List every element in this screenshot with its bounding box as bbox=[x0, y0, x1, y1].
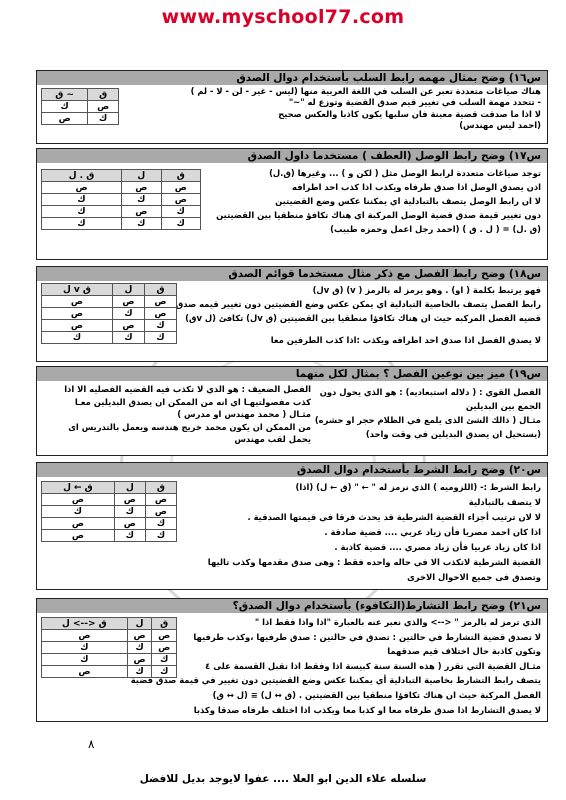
question-21-title: س٢١) وضح رابط التشارط(التكافوء) بأستخدام دوال الصدق؟ bbox=[37, 599, 547, 613]
table-cell: ص bbox=[114, 518, 145, 530]
table-cell: ص bbox=[42, 113, 88, 125]
text-line: كذب مفصولتيهـا اي انه من الممكن ان يصدق البديلين معـا bbox=[74, 396, 311, 407]
table-cell: ص bbox=[42, 320, 113, 332]
table-row bbox=[42, 506, 177, 518]
table-cell: ص bbox=[145, 494, 176, 506]
text-line: (ق .ل) = ( ل . ق ) (احمد رجل اعمل وحمزه طبيب) bbox=[330, 224, 541, 234]
table-cell: ص bbox=[42, 518, 115, 530]
text-line: ﻻ يصدق الفصل اذا صدق احد اطرافه ويكذب :اذا كذب الطرفين معا bbox=[270, 335, 541, 345]
question-18-text bbox=[175, 283, 541, 347]
text-line: ﻻ يتصف بالتبادلية bbox=[468, 497, 541, 507]
table-row bbox=[42, 494, 177, 506]
text-line: رابط الشرط :- (اللزوميه ) الذي نرمز له " ← " (ق ← ل) (اذا) bbox=[295, 482, 541, 492]
question-16-box bbox=[36, 70, 548, 144]
table-cell: ص bbox=[42, 494, 115, 506]
table-row bbox=[42, 206, 201, 218]
text-line: ﻻ تصدق قضية التشارط في حالتين : تصدق في حالتين : صدق طرفيها ،وكذب طرفيها bbox=[193, 631, 541, 642]
text-line: توجد صياغات متعددة لرابط الوصل مثل ( لكن و ) ... وغيرها (ق.ل) bbox=[269, 168, 541, 178]
question-19-box bbox=[36, 366, 548, 456]
table-cell: ص bbox=[144, 308, 176, 320]
table-cell: ق . ل bbox=[42, 170, 122, 182]
table-cell: ك bbox=[127, 666, 152, 678]
table-cell: ص bbox=[42, 530, 115, 542]
table-cell: ك bbox=[114, 506, 145, 518]
table-cell: ل bbox=[112, 284, 144, 296]
text-line: ﻻ اذا ما صدقت قضية معينة فان سلبها يكون كاذبا والعكس صحيح bbox=[278, 108, 541, 119]
text-line: اذا كان زياد عربيا فأن زياد مصري .... قضية كاذبة . bbox=[334, 542, 541, 552]
table-cell: ص bbox=[112, 296, 144, 308]
table-cell: ك bbox=[42, 101, 88, 113]
table-cell: ل bbox=[127, 618, 152, 630]
table-cell: ك bbox=[42, 332, 113, 344]
text-line: دون تغيير قيمة صدق قضية الوصل المركبة اي هناك تكافؤ منطقيا بين القضيتين bbox=[216, 210, 541, 220]
text-line: مثـال ( ذالك الشئ الذى يلمع في الظلام حجر او حشره) bbox=[314, 415, 541, 425]
table-cell: ك bbox=[152, 666, 177, 678]
page-number: ٨ bbox=[88, 737, 95, 751]
table-cell: ك bbox=[122, 218, 162, 230]
table-cell: ك bbox=[112, 308, 144, 320]
table-row bbox=[42, 654, 177, 666]
question-17-text bbox=[211, 166, 541, 236]
table-cell: ص bbox=[127, 630, 152, 642]
text-line: وتصدق فى جميع الاحوال الاخرى bbox=[407, 572, 541, 582]
text-line: الفصل الضعيف : هو الذي لا تكذب فيه القضيه الفصليه الا اذا bbox=[64, 384, 311, 394]
table-cell: ص bbox=[42, 296, 113, 308]
truth-table-biconditional bbox=[41, 617, 177, 678]
text-line: من الممكن ان يكون محمد خريج هندسه ويعمل بالتدريس اى bbox=[68, 421, 311, 432]
table-cell: ق bbox=[161, 170, 201, 182]
text-line: (يستحيل ان يصدق البديلين في وقت واحد) bbox=[365, 429, 541, 439]
table-cell: ك bbox=[161, 218, 201, 230]
table-header: ق bbox=[88, 89, 119, 101]
table-cell: ق <--> ل bbox=[42, 618, 128, 630]
table-cell: ص bbox=[114, 494, 145, 506]
table-cell: ل bbox=[114, 482, 145, 494]
truth-table-disjunction bbox=[41, 283, 177, 344]
text-line: اذا كان احمد مصريا فأن زياد عربي .... قضية صادقة . bbox=[324, 527, 541, 537]
question-16-title: س١٦) وضح بمثال مهمه رابط السلب بأستخدام دوال الصدق bbox=[37, 71, 547, 85]
question-21-box bbox=[36, 598, 548, 722]
table-cell: ص bbox=[122, 182, 162, 194]
footer-text: سلسله علاء الدين ابو العلا .... عفوا لايوجد بديل للافضل bbox=[139, 773, 427, 785]
question-21-summary bbox=[45, 705, 541, 716]
table-cell: ك bbox=[145, 518, 176, 530]
truth-table-conjunction bbox=[41, 169, 201, 230]
question-17-box bbox=[36, 148, 548, 260]
table-row bbox=[42, 518, 177, 530]
table-cell: ك bbox=[161, 206, 201, 218]
question-21-text bbox=[130, 615, 541, 702]
text-line: الذي ترمز له بالرمز " <--> والذي نعبر عنه بالعبارة "اذا واذا فقط اذا " bbox=[254, 617, 541, 627]
text-line: رابط الفصل يتصف بالخاصية التبادلية اي يمكن عكس وضع القضيتين دون تغيير قيمه صدق bbox=[175, 299, 541, 309]
table-row bbox=[42, 332, 177, 344]
table-cell: ك bbox=[42, 218, 122, 230]
table-row bbox=[42, 101, 119, 113]
table-cell: ك bbox=[144, 332, 176, 344]
table-cell: ك bbox=[114, 530, 145, 542]
table-row bbox=[42, 666, 177, 678]
table-cell: ص bbox=[145, 506, 176, 518]
text-line: - تتحدد مهمة السلب في تغيير قيم صدق القضية وتوزع له "~" bbox=[288, 97, 541, 108]
text-line: الجمع بين البديلين bbox=[465, 401, 541, 411]
table-header: ~ ق bbox=[42, 89, 88, 101]
question-19-title: س١٩) ميز بين نوعين الفصل ؟ بمثال لكل منهما bbox=[37, 367, 547, 381]
table-cell: ك bbox=[42, 506, 115, 518]
text-line: هناك صياغات متعددة تعبر عن السلب في اللغة العربية منها (ليس - غير - لن - لا - لم ) bbox=[190, 86, 541, 96]
truth-table-negation bbox=[41, 88, 119, 125]
question-16-text bbox=[123, 86, 541, 131]
table-cell: ل bbox=[122, 170, 162, 182]
table-cell: ك bbox=[122, 194, 162, 206]
text-line: قضيه الفصل المركبه حيث ان هناك تكافؤا منطقيا بين القضيتين (ق vل) تكافئ (ل vق) bbox=[185, 313, 541, 323]
table-cell: ص bbox=[112, 320, 144, 332]
table-cell: ص bbox=[152, 642, 177, 654]
table-row bbox=[42, 320, 177, 332]
table-cell: ك bbox=[42, 654, 128, 666]
text-line: فهو يرتبط بكلمة ( او) . وهو يرمز له بالرمز ( v) (ق vل) bbox=[312, 285, 541, 295]
text-line: (احمد ليس مهندس) bbox=[459, 119, 541, 130]
table-cell: ص bbox=[144, 296, 176, 308]
question-20-title: س٢٠) وضح رابط الشرط بأستخدام دوال الصدق bbox=[37, 463, 547, 477]
table-cell: ص bbox=[42, 182, 122, 194]
table-cell: ص bbox=[42, 630, 128, 642]
question-18-title: س١٨) وضح رابط الفصل مع ذكر مثال مستخدما قوائم الصدق bbox=[37, 267, 547, 281]
table-cell: ص bbox=[122, 206, 162, 218]
table-row bbox=[42, 194, 201, 206]
table-cell: ك bbox=[152, 654, 177, 666]
text-line: يحمل لقب مهندس bbox=[234, 434, 311, 444]
table-cell: ص bbox=[42, 308, 113, 320]
text-line: القضية الشرطية لاتكذب الا في حاله واحده فقط : وهى صدق مقدمها وكذب تاليها bbox=[207, 557, 541, 567]
text-line: ﻻ لان ترتيب أجزاء القضية الشرطية قد يحدث فرقا في قيمتها الصدقية . bbox=[247, 512, 541, 522]
text-line: يتصف رابط التشارط بخاصية التبادلية أي يمكننا عكس وضع القضيتين دون تغيير في قيمة صدق قضية bbox=[130, 675, 541, 685]
table-cell: ك bbox=[42, 642, 128, 654]
table-row bbox=[42, 530, 177, 542]
table-cell: ق bbox=[144, 284, 176, 296]
table-cell: ق ← ل bbox=[42, 482, 115, 494]
table-row bbox=[42, 113, 119, 125]
text-line: ﻻ يصدق التشارط اذا صدق طرفاه معا او كذبا معا ويكذب اذا اختلف طرفاه صدقا وكذبا bbox=[193, 705, 541, 715]
text-line: وتكون كاذبة حال اختلاف قيم صدقهما bbox=[387, 646, 541, 656]
table-cell: ك bbox=[127, 642, 152, 654]
table-row bbox=[42, 630, 177, 642]
table-cell: ص bbox=[42, 666, 128, 678]
site-url[interactable]: www.myschool77.com bbox=[161, 6, 405, 28]
table-row bbox=[42, 308, 177, 320]
weak-disjunction-text bbox=[41, 383, 311, 446]
table-cell: ص bbox=[152, 630, 177, 642]
table-cell: ك bbox=[88, 113, 119, 125]
text-line bbox=[181, 325, 541, 333]
table-row bbox=[42, 642, 177, 654]
table-cell: ك bbox=[112, 332, 144, 344]
table-cell: ق bbox=[152, 618, 177, 630]
table-row bbox=[42, 218, 201, 230]
table-cell: ق v ل bbox=[42, 284, 113, 296]
table-cell: ص bbox=[161, 182, 201, 194]
table-cell: ك bbox=[42, 206, 122, 218]
question-20-box bbox=[36, 462, 548, 590]
question-17-title: س١٧) وضح رابط الوصل (العطف ) مستخدما داول الصدق bbox=[37, 149, 547, 163]
question-20-text bbox=[181, 480, 541, 585]
table-row bbox=[42, 182, 201, 194]
table-cell: ص bbox=[161, 194, 201, 206]
text-line: اذن يصدق الوصل اذا صدق طرفاه ويكذب اذا كذب احد اطرافه bbox=[292, 182, 541, 192]
table-cell: ك bbox=[42, 194, 122, 206]
text-line: الفصل المركبة حيث ان هناك تكافؤا منطقيا بين القضيتين . (ق ↔ ل) ≡ (ل ↔ ق) bbox=[212, 689, 541, 700]
text-line: ﻻ ان رابط الوصل يتصف بالتبادلية اي يمكننا عكس وضع القضيتين bbox=[275, 196, 541, 206]
text-line: مثـال ( محمد مهندس او مدرس ) bbox=[177, 409, 311, 419]
text-line: مثـال القضية التي تقرر ( هذه السنة سنة كبيسة اذا وفقط اذا تقبل القسمة على ٤ bbox=[205, 660, 541, 671]
table-cell: ص bbox=[127, 654, 152, 666]
table-cell: ق bbox=[145, 482, 176, 494]
table-cell: ص bbox=[88, 101, 119, 113]
truth-table-conditional bbox=[41, 481, 177, 542]
table-cell: ك bbox=[144, 320, 176, 332]
question-18-box bbox=[36, 266, 548, 362]
strong-disjunction-text bbox=[314, 385, 541, 441]
table-cell: ك bbox=[145, 530, 176, 542]
table-row bbox=[42, 296, 177, 308]
text-line: الفصل القوي : ( دلاله استبعاديه) : هو الذي يحول دون bbox=[319, 387, 541, 397]
